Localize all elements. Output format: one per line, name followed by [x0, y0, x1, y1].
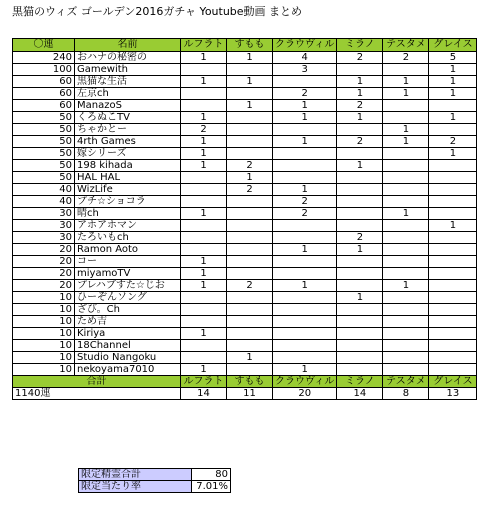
row-channel-name: HAL HAL: [75, 172, 181, 184]
table-row: [13, 220, 477, 232]
row-value-cell: [227, 208, 273, 220]
row-channel-name: ざび。Ch: [75, 304, 181, 316]
row-value-cell: 1: [273, 280, 337, 292]
row-value-cell: 1: [429, 64, 477, 76]
row-value-cell: [383, 304, 429, 316]
row-channel-name: くろぬこTV: [75, 112, 181, 124]
row-value-cell: 1: [227, 100, 273, 112]
totals-value-cell: 20: [273, 388, 337, 400]
row-value-cell: [429, 292, 477, 304]
limited-rate-value: 7.01%: [192, 481, 231, 493]
row-value-cell: [181, 340, 227, 352]
row-value-cell: [383, 220, 429, 232]
row-value-cell: 1: [181, 52, 227, 64]
row-value-cell: [429, 256, 477, 268]
row-value-cell: [337, 172, 383, 184]
row-value-cell: [273, 328, 337, 340]
row-count: 50: [13, 112, 75, 124]
row-value-cell: [227, 364, 273, 376]
row-value-cell: 2: [337, 136, 383, 148]
totals-label: 1140連: [13, 388, 181, 400]
row-value-cell: [429, 280, 477, 292]
summary-header-cell: ルフラト: [181, 376, 227, 388]
row-channel-name: Kiriya: [75, 328, 181, 340]
row-value-cell: [227, 88, 273, 100]
row-value-cell: [337, 328, 383, 340]
row-value-cell: 1: [181, 160, 227, 172]
row-channel-name: 4rth Games: [75, 136, 181, 148]
totals-value-cell: 8: [383, 388, 429, 400]
row-value-cell: [337, 124, 383, 136]
row-value-cell: [227, 340, 273, 352]
row-channel-name: 晴ch: [75, 208, 181, 220]
row-value-cell: 2: [227, 280, 273, 292]
table-row: [13, 244, 477, 256]
row-value-cell: 1: [273, 244, 337, 256]
row-value-cell: [383, 268, 429, 280]
rate-total-row: [79, 469, 231, 481]
row-value-cell: [429, 316, 477, 328]
row-value-cell: [429, 160, 477, 172]
summary-header-cell: テスタメ: [383, 376, 429, 388]
row-value-cell: [429, 124, 477, 136]
row-count: 10: [13, 292, 75, 304]
row-value-cell: 1: [227, 52, 273, 64]
row-value-cell: 1: [181, 268, 227, 280]
row-value-cell: [181, 220, 227, 232]
header-grace: グレイス: [429, 39, 477, 52]
row-value-cell: [227, 256, 273, 268]
table-row: [13, 232, 477, 244]
row-value-cell: [429, 172, 477, 184]
header-kurauvil: クラウヴィル: [273, 39, 337, 52]
row-value-cell: [181, 64, 227, 76]
row-value-cell: [273, 76, 337, 88]
row-count: 20: [13, 268, 75, 280]
row-count: 30: [13, 232, 75, 244]
row-value-cell: 1: [181, 208, 227, 220]
row-value-cell: [383, 316, 429, 328]
row-value-cell: [383, 196, 429, 208]
table-row: [13, 76, 477, 88]
table-row: [13, 112, 477, 124]
row-value-cell: [429, 244, 477, 256]
summary-header-cell: すもも: [227, 376, 273, 388]
row-value-cell: [383, 160, 429, 172]
row-count: 40: [13, 196, 75, 208]
row-value-cell: 2: [181, 124, 227, 136]
row-value-cell: 5: [429, 52, 477, 64]
row-value-cell: [273, 292, 337, 304]
row-channel-name: Ramon Aoto: [75, 244, 181, 256]
row-count: 10: [13, 340, 75, 352]
row-value-cell: 1: [181, 76, 227, 88]
row-value-cell: [337, 340, 383, 352]
row-value-cell: [429, 100, 477, 112]
row-value-cell: [227, 124, 273, 136]
row-value-cell: 1: [181, 364, 227, 376]
row-value-cell: [181, 292, 227, 304]
row-value-cell: [181, 88, 227, 100]
row-count: 60: [13, 88, 75, 100]
row-value-cell: 2: [273, 196, 337, 208]
row-count: 60: [13, 76, 75, 88]
row-value-cell: [429, 232, 477, 244]
totals-value-cell: 14: [337, 388, 383, 400]
row-value-cell: 1: [181, 148, 227, 160]
row-value-cell: [273, 304, 337, 316]
row-value-cell: [383, 340, 429, 352]
row-value-cell: [383, 100, 429, 112]
row-channel-name: ManazoS: [75, 100, 181, 112]
row-value-cell: [383, 172, 429, 184]
summary-header-cell: クラウヴィル: [273, 376, 337, 388]
totals-value-cell: 11: [227, 388, 273, 400]
row-count: 60: [13, 100, 75, 112]
row-value-cell: [429, 328, 477, 340]
row-value-cell: [429, 208, 477, 220]
summary-header-cell: ミラノ: [337, 376, 383, 388]
row-value-cell: [181, 352, 227, 364]
row-value-cell: [337, 184, 383, 196]
table-row: [13, 256, 477, 268]
row-value-cell: 1: [337, 112, 383, 124]
row-value-cell: [181, 184, 227, 196]
row-value-cell: [383, 64, 429, 76]
row-value-cell: 2: [337, 232, 383, 244]
row-value-cell: [337, 196, 383, 208]
row-channel-name: たろいもch: [75, 232, 181, 244]
row-value-cell: 1: [337, 160, 383, 172]
row-value-cell: 1: [273, 136, 337, 148]
row-value-cell: 1: [181, 328, 227, 340]
row-value-cell: 1: [383, 76, 429, 88]
row-value-cell: 2: [383, 52, 429, 64]
row-value-cell: [337, 316, 383, 328]
table-row: [13, 328, 477, 340]
row-channel-name: 黒猫な生活: [75, 76, 181, 88]
row-value-cell: [227, 292, 273, 304]
row-value-cell: [273, 340, 337, 352]
row-value-cell: [383, 112, 429, 124]
row-value-cell: 2: [337, 100, 383, 112]
row-count: 10: [13, 352, 75, 364]
table-row: [13, 280, 477, 292]
row-value-cell: 1: [227, 352, 273, 364]
row-channel-name: nekoyama7010: [75, 364, 181, 376]
row-channel-name: 198 kihada: [75, 160, 181, 172]
row-count: 240: [13, 52, 75, 64]
row-count: 30: [13, 208, 75, 220]
row-value-cell: [383, 184, 429, 196]
row-value-cell: 1: [337, 88, 383, 100]
row-value-cell: 2: [429, 136, 477, 148]
row-value-cell: 1: [273, 112, 337, 124]
table-row: [13, 292, 477, 304]
row-value-cell: 1: [429, 220, 477, 232]
row-value-cell: 1: [383, 124, 429, 136]
row-value-cell: [337, 280, 383, 292]
row-count: 40: [13, 184, 75, 196]
row-channel-name: Studio Nangoku: [75, 352, 181, 364]
row-value-cell: [383, 232, 429, 244]
row-channel-name: 左京ch: [75, 88, 181, 100]
row-value-cell: [227, 244, 273, 256]
row-value-cell: [383, 364, 429, 376]
row-value-cell: [273, 160, 337, 172]
row-value-cell: [227, 328, 273, 340]
row-value-cell: [429, 364, 477, 376]
header-testame: テスタメ: [383, 39, 429, 52]
row-value-cell: 1: [181, 256, 227, 268]
table-row: [13, 184, 477, 196]
rate-percent-row: [79, 481, 231, 493]
row-value-cell: [337, 352, 383, 364]
row-count: 50: [13, 160, 75, 172]
row-channel-name: ちゃかとー: [75, 124, 181, 136]
row-value-cell: [181, 100, 227, 112]
row-value-cell: [181, 316, 227, 328]
row-count: 50: [13, 148, 75, 160]
header-row: [13, 39, 477, 52]
row-value-cell: [429, 352, 477, 364]
row-value-cell: [227, 136, 273, 148]
row-value-cell: 1: [181, 136, 227, 148]
table-row: [13, 268, 477, 280]
row-value-cell: [273, 124, 337, 136]
table-row: [13, 160, 477, 172]
row-value-cell: [273, 220, 337, 232]
row-value-cell: [337, 256, 383, 268]
row-value-cell: [337, 268, 383, 280]
row-count: 50: [13, 124, 75, 136]
row-value-cell: 1: [227, 172, 273, 184]
table-row: [13, 364, 477, 376]
table-row: [13, 196, 477, 208]
row-channel-name: miyamoTV: [75, 268, 181, 280]
row-value-cell: [429, 268, 477, 280]
row-value-cell: 1: [429, 148, 477, 160]
table-row: [13, 124, 477, 136]
header-count: 〇連: [13, 39, 75, 52]
header-name: 名前: [75, 39, 181, 52]
row-value-cell: [227, 196, 273, 208]
row-value-cell: 1: [273, 364, 337, 376]
header-rufurato: ルフラト: [181, 39, 227, 52]
row-value-cell: 2: [227, 184, 273, 196]
row-value-cell: 4: [273, 52, 337, 64]
row-value-cell: [337, 148, 383, 160]
row-value-cell: [273, 268, 337, 280]
row-value-cell: [227, 304, 273, 316]
row-value-cell: [383, 244, 429, 256]
row-value-cell: 1: [273, 184, 337, 196]
row-value-cell: 1: [337, 292, 383, 304]
row-channel-name: プチ☆ショコラ: [75, 196, 181, 208]
summary-label: 合計: [13, 376, 181, 388]
row-value-cell: 1: [337, 244, 383, 256]
row-value-cell: [429, 196, 477, 208]
row-value-cell: [337, 364, 383, 376]
row-value-cell: 1: [383, 208, 429, 220]
totals-row: [13, 388, 477, 400]
table-body: [13, 39, 477, 400]
row-value-cell: [181, 304, 227, 316]
row-value-cell: [227, 232, 273, 244]
row-value-cell: [273, 232, 337, 244]
page-title: 黒猫のウィズ ゴールデン2016ガチャ Youtube動画 まとめ: [12, 5, 303, 18]
row-value-cell: 1: [337, 76, 383, 88]
row-value-cell: [227, 220, 273, 232]
row-value-cell: 1: [383, 136, 429, 148]
table-row: [13, 352, 477, 364]
table-row: [13, 64, 477, 76]
row-value-cell: [273, 256, 337, 268]
row-value-cell: 3: [273, 64, 337, 76]
table-row: [13, 316, 477, 328]
row-value-cell: [383, 148, 429, 160]
row-count: 30: [13, 220, 75, 232]
row-channel-name: ひーぞんソング: [75, 292, 181, 304]
table-row: [13, 52, 477, 64]
row-value-cell: [383, 328, 429, 340]
row-channel-name: コー: [75, 256, 181, 268]
row-channel-name: 嫁シリーズ: [75, 148, 181, 160]
table-row: [13, 208, 477, 220]
row-count: 20: [13, 280, 75, 292]
row-value-cell: 1: [383, 280, 429, 292]
row-value-cell: [337, 220, 383, 232]
row-value-cell: [429, 184, 477, 196]
summary-header-row: [13, 376, 477, 388]
row-count: 50: [13, 172, 75, 184]
header-sumomo: すもも: [227, 39, 273, 52]
row-value-cell: [227, 112, 273, 124]
row-value-cell: 1: [181, 280, 227, 292]
row-value-cell: 2: [227, 160, 273, 172]
row-value-cell: [383, 352, 429, 364]
row-value-cell: [337, 208, 383, 220]
row-value-cell: [181, 244, 227, 256]
rate-table: [78, 468, 231, 493]
row-value-cell: [227, 64, 273, 76]
row-channel-name: おハナの秘密の: [75, 52, 181, 64]
row-value-cell: 1: [227, 76, 273, 88]
summary-header-cell: グレイス: [429, 376, 477, 388]
row-value-cell: [429, 304, 477, 316]
row-value-cell: [337, 64, 383, 76]
row-channel-name: 18Channel: [75, 340, 181, 352]
row-value-cell: 2: [273, 208, 337, 220]
row-value-cell: [273, 352, 337, 364]
row-value-cell: [273, 316, 337, 328]
table-row: [13, 88, 477, 100]
row-value-cell: [273, 172, 337, 184]
row-value-cell: [383, 256, 429, 268]
table-row: [13, 136, 477, 148]
row-value-cell: [227, 316, 273, 328]
row-value-cell: [227, 148, 273, 160]
totals-value-cell: 14: [181, 388, 227, 400]
row-channel-name: アホアホマン: [75, 220, 181, 232]
row-value-cell: [181, 196, 227, 208]
row-value-cell: [181, 172, 227, 184]
row-value-cell: 1: [429, 112, 477, 124]
row-value-cell: 1: [181, 112, 227, 124]
row-value-cell: 1: [273, 100, 337, 112]
table-row: [13, 100, 477, 112]
header-milano: ミラノ: [337, 39, 383, 52]
row-value-cell: 1: [429, 88, 477, 100]
row-value-cell: [273, 148, 337, 160]
totals-value-cell: 13: [429, 388, 477, 400]
row-channel-name: WizLife: [75, 184, 181, 196]
limited-rate-label: 限定当たり率: [79, 481, 192, 493]
row-value-cell: 1: [383, 88, 429, 100]
row-channel-name: Gamewith: [75, 64, 181, 76]
row-count: 100: [13, 64, 75, 76]
table-row: [13, 172, 477, 184]
row-count: 20: [13, 244, 75, 256]
table-row: [13, 304, 477, 316]
limited-total-label: 限定精霊合計: [79, 469, 192, 481]
row-value-cell: [337, 304, 383, 316]
row-count: 50: [13, 136, 75, 148]
row-count: 10: [13, 364, 75, 376]
row-count: 10: [13, 316, 75, 328]
row-value-cell: [181, 232, 227, 244]
row-channel-name: プレハブすた☆じお: [75, 280, 181, 292]
row-count: 10: [13, 304, 75, 316]
table-row: [13, 148, 477, 160]
row-value-cell: [429, 340, 477, 352]
limited-total-value: 80: [192, 469, 231, 481]
row-value-cell: 1: [429, 76, 477, 88]
row-value-cell: [227, 268, 273, 280]
table-row: [13, 340, 477, 352]
row-count: 10: [13, 328, 75, 340]
row-channel-name: ため吉: [75, 316, 181, 328]
row-value-cell: [383, 292, 429, 304]
row-count: 20: [13, 256, 75, 268]
row-value-cell: 2: [337, 52, 383, 64]
row-value-cell: 2: [273, 88, 337, 100]
gacha-results-table: [12, 38, 477, 400]
